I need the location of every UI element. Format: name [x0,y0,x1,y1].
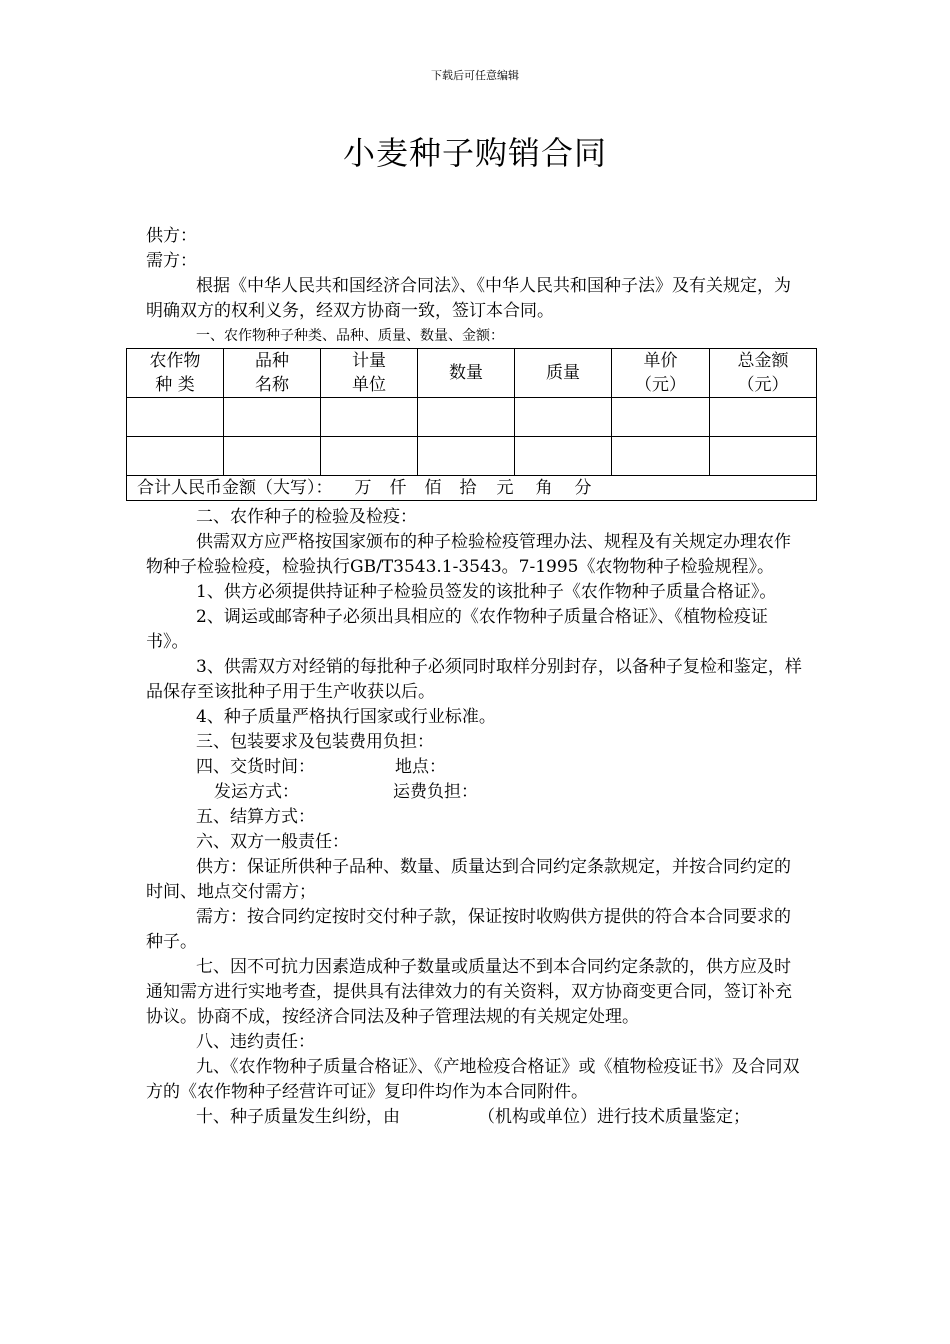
table-cell[interactable] [127,437,224,476]
table-cell[interactable] [321,437,418,476]
section10 [146,1105,806,1130]
seed-items-table [126,348,817,501]
document-title: 小麦种子购销合同 [342,134,607,172]
unit-bai: 佰 [424,478,442,498]
section9: 九、《农作物种子质量合格证》、《产地检疫合格证》或《植物检疫证书》及合同双方的《农作物种子经营许可证》复印件均作为本合同附件。 [146,1057,800,1102]
shipping-label: 发运方式： [214,782,299,802]
header-variety-name: 品种 名称 [224,349,321,398]
table-row [127,437,817,476]
table-cell[interactable] [418,437,515,476]
section2-item1: 1、供方必须提供持证种子检验员签发的该批种子《农作物种子质量合格证》。 [196,582,777,602]
header-note: 下载后可任意编辑 [431,69,519,82]
section6-supplier: 供方：保证所供种子品种、数量、质量达到合同约定条款规定，并按合同约定的时间、地点交付需方； [146,857,791,902]
unit-wan: 万 [354,478,372,498]
preamble: 根据《中华人民共和国经济合同法》、《中华人民共和国种子法》及有关规定，为明确双方的权利义务，经双方协商一致，签订本合同。 [146,276,791,321]
table-cell[interactable] [710,437,817,476]
section1-heading: 一、农作物种子种类、品种、质量、数量、金额： [196,328,504,344]
section7: 七、因不可抗力因素造成种子数量或质量达不到本合同约定条款的，供方应及时通知需方进行实地考查，提供具有法律效力的有关资料，双方协商变更合同，签订补充协议。协商不成，按经济合同法及种子管理法规的有关规定处理。 [146,957,792,1027]
section10-text-after: （机构或单位）进行技术质量鉴定； [478,1107,750,1127]
contract-intro [146,224,806,349]
unit-fen: 分 [574,478,592,498]
section3: 三、包装要求及包装费用负担： [196,732,434,752]
header-unit: 计量 单位 [321,349,418,398]
section4-line1 [146,755,806,780]
unit-qian: 仟 [389,478,407,498]
table-cell[interactable] [224,398,321,437]
unit-jiao: 角 [535,478,553,498]
section8: 八、违约责任： [196,1032,315,1052]
section2-intro: 供需双方应严格按国家颁布的种子检验检疫管理办法、规程及有关规定办理农作物种子检验检疫，检验执行GB/T3543.1-3543。7-1995《农物物种子检验规程》。 [146,532,791,577]
location-label: 地点： [395,757,446,777]
table-cell[interactable] [515,398,612,437]
header-total-amount: 总金额 （元） [710,349,817,398]
delivery-time-label: 四、交货时间： [196,757,315,777]
header-crop-type: 农作物 种 类 [127,349,224,398]
total-label: 合计人民币金额（大写）： [137,478,333,498]
table-cell[interactable] [127,398,224,437]
table-cell[interactable] [612,437,710,476]
section6-heading: 六、双方一般责任： [196,832,349,852]
header-quantity: 数量 [418,349,515,398]
table-cell[interactable] [224,437,321,476]
table-cell[interactable] [515,437,612,476]
table-cell[interactable] [710,398,817,437]
buyer-label: 需方： [146,251,197,271]
table-cell[interactable] [612,398,710,437]
freight-label: 运费负担： [393,782,478,802]
table-cell[interactable] [321,398,418,437]
section10-text-before: 十、种子质量发生纠纷，由 [196,1107,400,1127]
total-amount-cell [127,476,817,501]
header-unit-price: 单价 （元） [612,349,710,398]
section2-heading: 二、农作种子的检验及检疫： [196,507,417,527]
unit-shi: 拾 [459,478,477,498]
unit-yuan: 元 [496,478,514,498]
section2-item2: 2、调运或邮寄种子必须出具相应的《农作物种子质量合格证》、《植物检疫证书》。 [146,607,768,652]
table-total-row [127,476,817,501]
table-header-row [127,349,817,398]
section6-buyer: 需方：按合同约定按时交付种子款，保证按时收购供方提供的符合本合同要求的种子。 [146,907,791,952]
section2-item3: 3、供需双方对经销的每批种子必须同时取样分别封存，以备种子复检和鉴定，样品保存至该批种子用于生产收获以后。 [146,657,802,702]
header-quality: 质量 [515,349,612,398]
section4-line2 [146,780,806,805]
contract-clauses [146,505,806,1130]
table-row [127,398,817,437]
table-cell[interactable] [418,398,515,437]
section2-item4: 4、种子质量严格执行国家或行业标准。 [196,707,496,727]
supplier-label: 供方： [146,226,197,246]
section5: 五、结算方式： [196,807,315,827]
